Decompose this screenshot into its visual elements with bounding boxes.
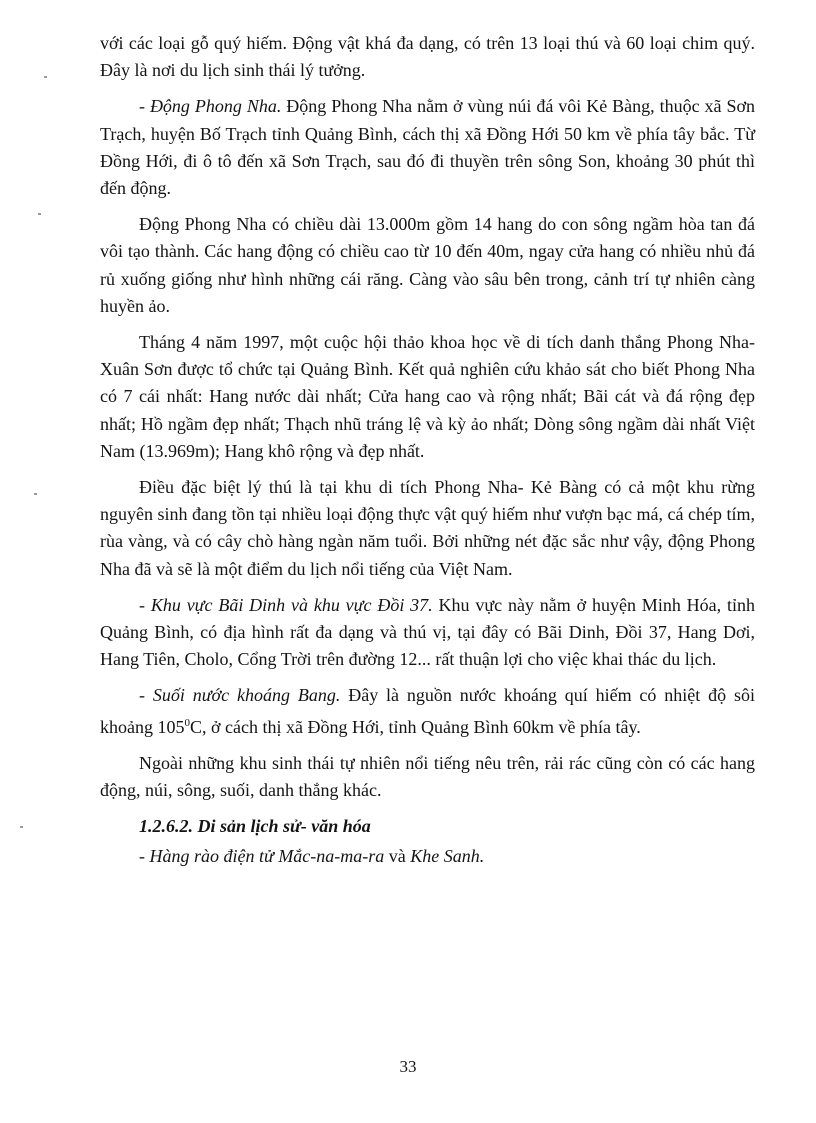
paragraph-other-sites xyxy=(100,750,755,804)
bullet-prefix: - xyxy=(139,685,153,706)
paragraph-phong-nha-caves xyxy=(100,211,755,320)
scan-speck xyxy=(20,826,23,828)
bullet-prefix: - xyxy=(139,846,150,867)
bullet-prefix: - xyxy=(139,594,151,615)
page-number: 33 xyxy=(399,1057,417,1076)
scan-speck xyxy=(34,493,37,495)
paragraph-forest-fauna xyxy=(100,30,755,84)
scan-speck xyxy=(38,213,41,215)
paragraph-mcnamara-line xyxy=(100,843,755,870)
paragraph-bang-spring xyxy=(100,682,755,740)
document-page xyxy=(100,30,755,880)
paragraph-text: Điều đặc biệt lý thú là tại khu di tích Phong Nha- Kẻ Bàng có cả một khu rừng nguyên sinh đang tồn tại nhiều loại động thực vật quý hiếm như vượn bạc má, cá chép tím, rùa vàng, và có cây chò hàng ngàn năm tuổi. Bởi những nét đặc sắc như vậy, động Phong Nha đã và sẽ là một điểm du lịch nổi tiếng của Việt Nam. xyxy=(100,477,755,579)
section-title-mcnamara: Hàng rào điện tử Mắc-na-ma-ra xyxy=(149,846,385,867)
paragraph-text: Ngoài những khu sinh thái tự nhiên nổi tiếng nêu trên, rải rác cũng còn có các hang động, núi, sông, suối, danh thắng khác. xyxy=(100,752,755,801)
paragraph-bai-dinh xyxy=(100,592,755,674)
paragraph-text: Động Phong Nha có chiều dài 13.000m gồm 14 hang do con sông ngầm hòa tan đá vôi tạo thành. Các hang động có chiều cao từ 10 đến 40m, ngay cửa hang có nhiều nhủ đá rủ xuống giống như hình những cái răng. Càng vào sâu bên trong, cảnh trí tự nhiên càng huyền ảo. xyxy=(100,214,755,316)
paragraph-text: Đây là nguồn nước khoáng quí hiếm có nhiệt độ sôi khoảng 105 xyxy=(100,685,755,737)
section-title-khe-sanh: Khe Sanh. xyxy=(410,846,485,867)
paragraph-text: Tháng 4 năm 1997, một cuộc hội thảo khoa học về di tích danh thắng Phong Nha- Xuân Sơn được tổ chức tại Quảng Bình. Kết quả nghiên cứu khảo sát cho biết Phong Nha có 7 cái nhất: Hang nước dài nhất; Cửa hang cao và rộng nhất; Bãi cát và đá rộng đẹp nhất; Hồ ngầm đẹp nhất; Thạch nhũ tráng lệ và kỳ ảo nhất; Dòng sông ngầm dài nhất Việt Nam (13.969m); Hang khô rộng và đẹp nhất. xyxy=(100,332,755,461)
section-title-bai-dinh: Khu vực Bãi Dinh và khu vực Đồi 37. xyxy=(150,594,433,615)
paragraph-text: Động Phong Nha nằm ở vùng núi đá vôi Kẻ Bàng, thuộc xã Sơn Trạch, huyện Bố Trạch tỉnh Quảng Bình, cách thị xã Đồng Hới 50 km về phía tây bắc. Từ Đồng Hới, đi ô tô đến xã Sơn Trạch, sau đó đi thuyền trên sông Son, khoảng 30 phút thì đến động. xyxy=(100,96,755,199)
degree-superscript: 0 xyxy=(184,716,190,729)
paragraph-text: với các loại gỗ quý hiếm. Động vật khá đa dạng, có trên 13 loại thú và 60 loại chim quý. Đây là nơi du lịch sinh thái lý tưởng. xyxy=(100,33,755,81)
paragraph-conference-1997 xyxy=(100,329,755,465)
section-heading: 1.2.6.2. Di sản lịch sử- văn hóa xyxy=(139,816,371,837)
bullet-prefix: - xyxy=(139,96,150,117)
section-title-phong-nha: Động Phong Nha. xyxy=(149,96,282,117)
paragraph-text: Khu vực này nằm ở huyện Minh Hóa, tỉnh Quảng Bình, có địa hình rất đa dạng và thú vị, tại đây có Bãi Dinh, Đồi 37, Hang Dơi, Hang Tiên, Cholo, Cổng Trời trên đường 12... rất thuận lợi cho việc khai thác du lịch. xyxy=(100,594,755,670)
paragraph-primeval-forest xyxy=(100,474,755,583)
paragraph-text: C, ở cách thị xã Đồng Hới, tỉnh Quảng Bình 60km về phía tây. xyxy=(190,716,641,737)
section-title-bang-spring: Suối nước khoáng Bang. xyxy=(152,685,341,706)
scan-speck xyxy=(44,76,47,78)
joiner-text: và xyxy=(384,846,411,867)
paragraph-phong-nha-intro xyxy=(100,93,755,202)
